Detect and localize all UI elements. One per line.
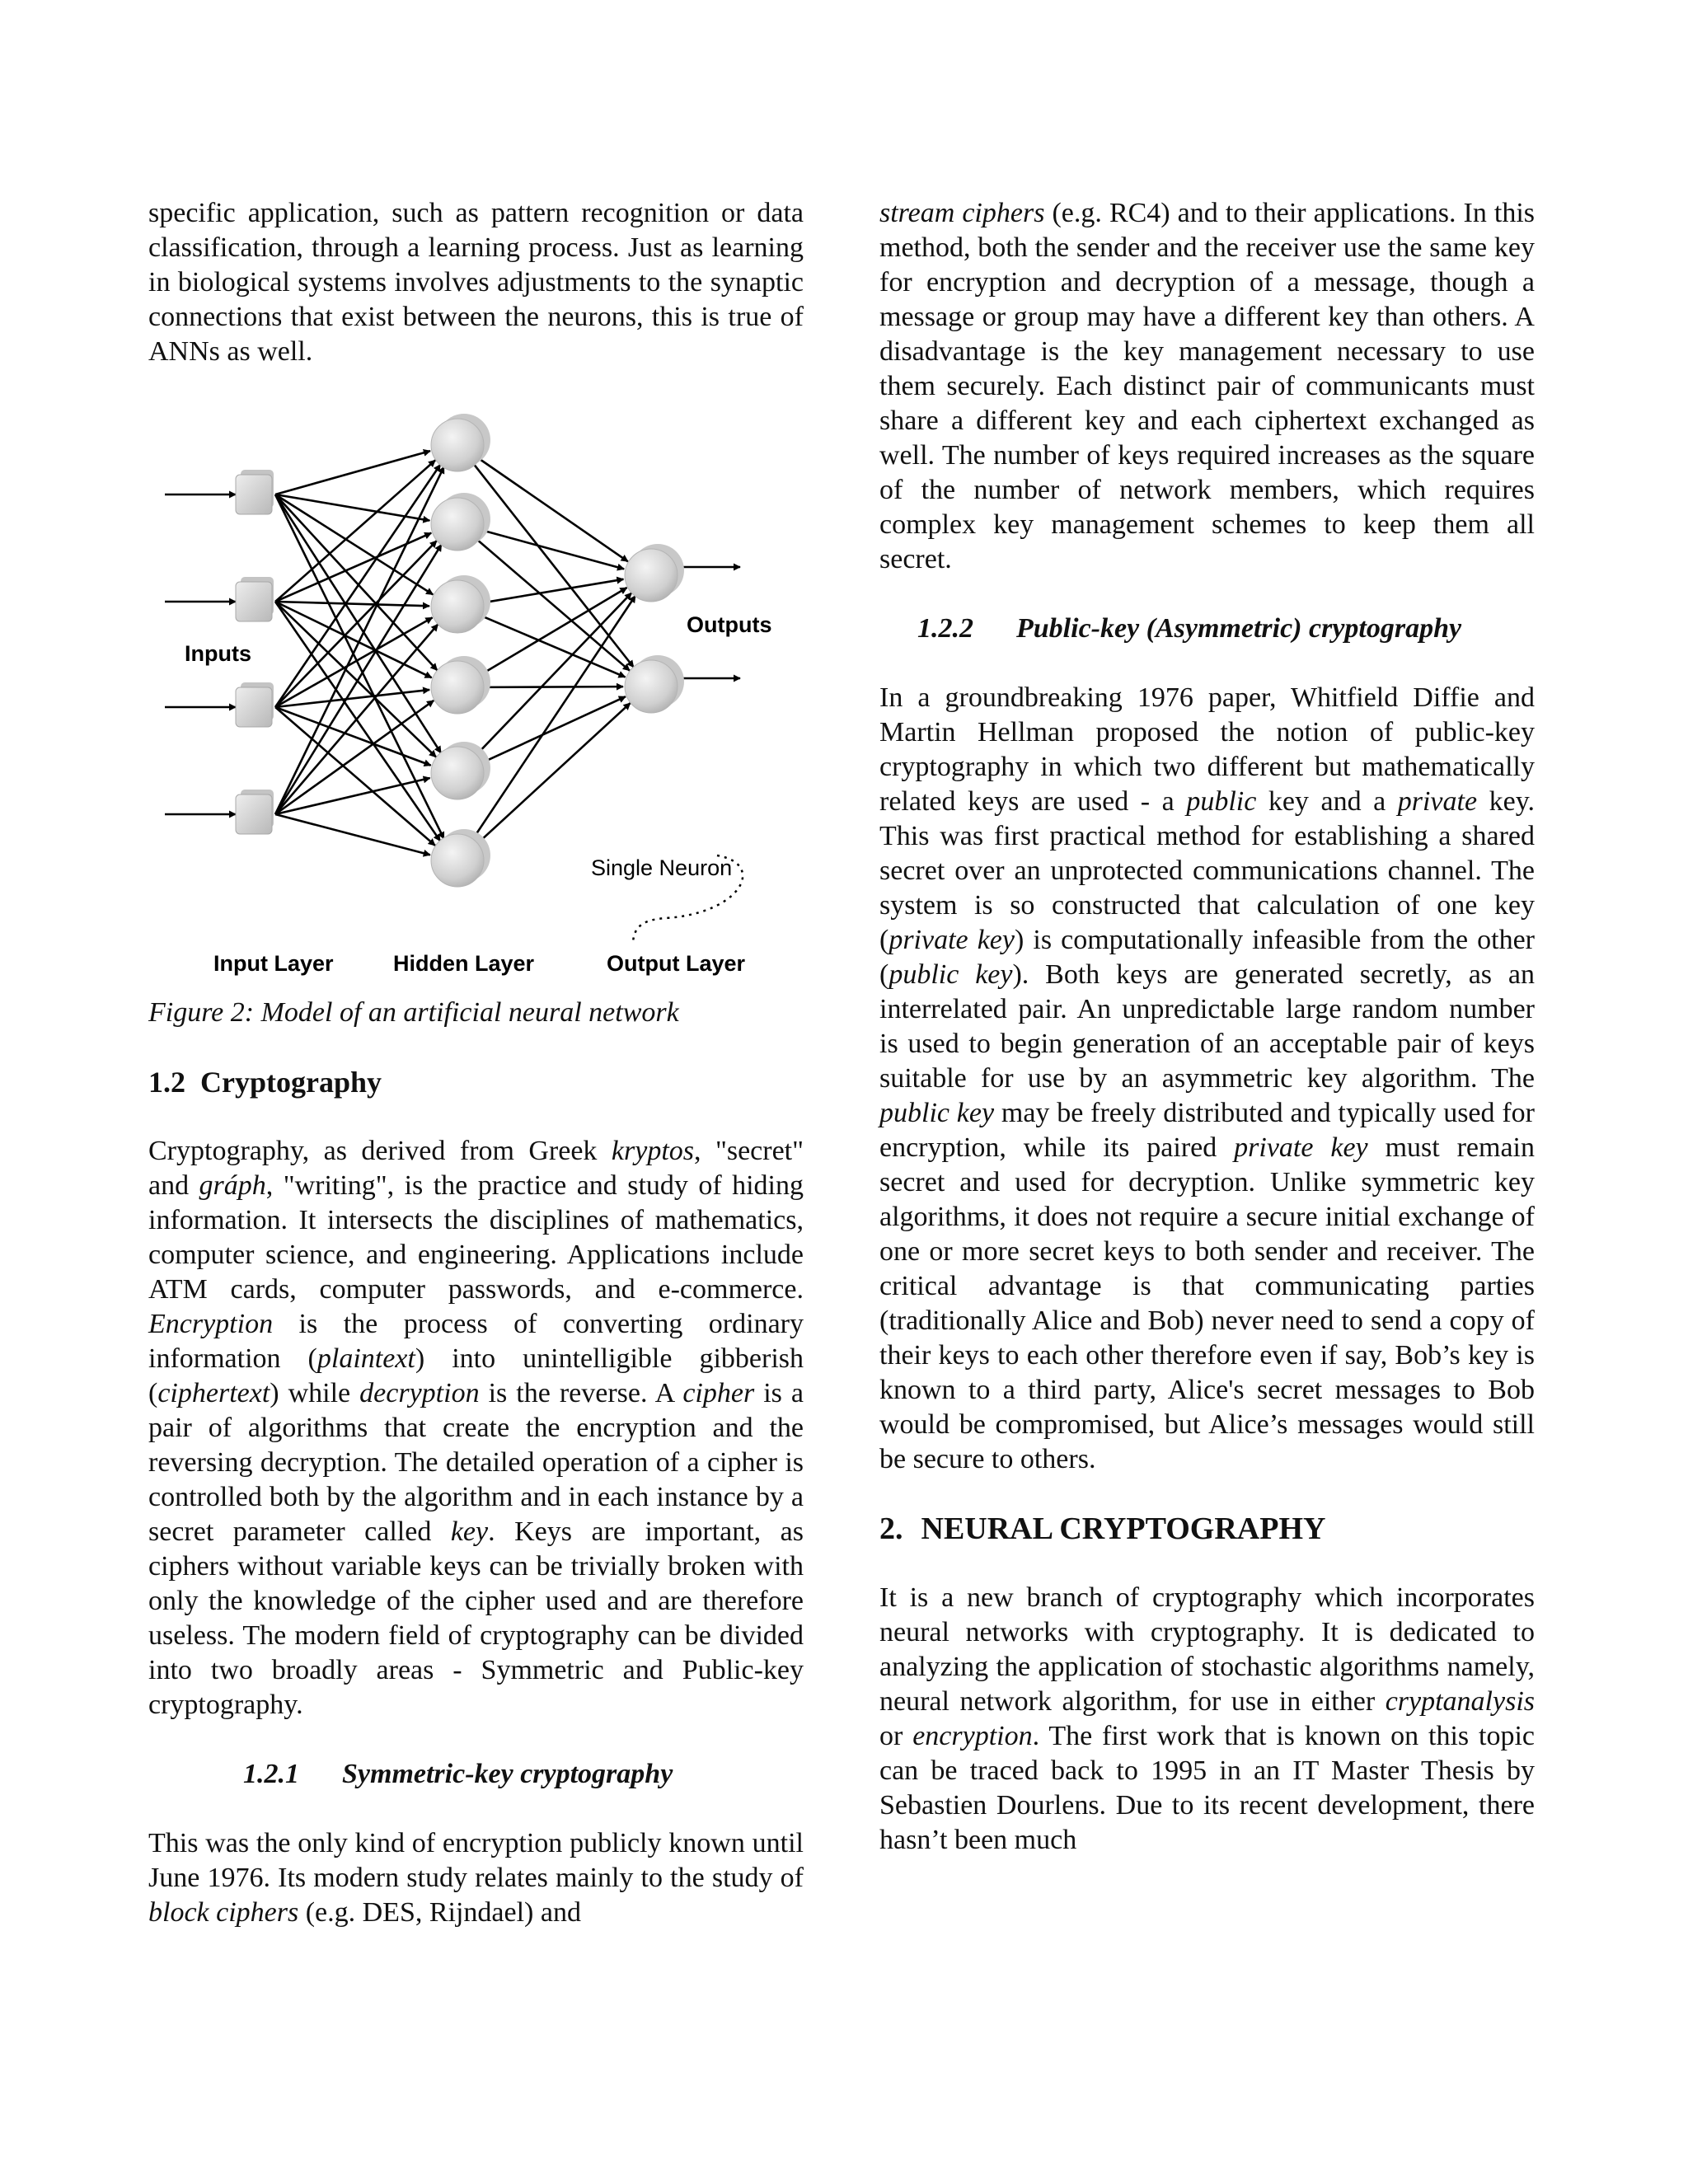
neuron-node (431, 493, 490, 551)
text-run-italic: key (450, 1516, 489, 1547)
input-node (236, 470, 274, 514)
input-node (236, 682, 274, 727)
input-node (236, 577, 274, 621)
inputs-label: Inputs (185, 641, 251, 666)
connection-arrow (481, 616, 626, 677)
paragraph-stream-ciphers (879, 196, 1535, 577)
text-run-italic: stream ciphers (879, 198, 1045, 228)
neuron-node (431, 656, 490, 714)
section-number: 1.2 (148, 1066, 185, 1099)
text-run-italic: block ciphers (148, 1897, 299, 1928)
connection-arrow (275, 625, 438, 814)
connection-arrow (275, 494, 444, 839)
single-neuron-label: Single Neuron (591, 855, 733, 880)
outputs-label: Outputs (687, 612, 772, 637)
text-run: must remain secret and used for decryption. Unlike symmetric key algorithms, it does not require a secure initial exchange of one or more secret keys to both sender and receiver. The critical advantage is that communicating parties (traditionally Alice and Bob) never need to send a copy of their keys to each other therefore even if say, Bob’s key is known to a third party, Alice's secret messages to Bob would be compromised, but Alice’s messages would still be secure to others. (879, 1132, 1535, 1474)
figure-neural-network (148, 402, 804, 996)
text-run-italic: cryptanalysis (1385, 1686, 1535, 1717)
section-number: 1.2.2 (917, 613, 973, 644)
text-run-italic: public key (879, 1098, 995, 1128)
connection-arrow (476, 703, 630, 845)
figure-caption: Figure 2: Model of an artificial neural network (148, 997, 679, 1028)
section-heading-1-2 (148, 1065, 804, 1099)
text-run-italic: public (1186, 786, 1257, 817)
input-layer-label: Input Layer (213, 951, 334, 976)
connection-arrow (275, 494, 429, 521)
text-run: is the process of converting ordinary information ( (148, 1309, 804, 1374)
text-run-italic: kryptos (611, 1136, 694, 1166)
text-run-italic: decryption (359, 1378, 480, 1408)
section-number: 1.2.1 (243, 1759, 299, 1789)
connection-arrow (275, 451, 430, 494)
paragraph-ann-intro: specific application, such as pattern recognition or data classification, through a learning process. Just as learning in biological systems involves adjustments to the synaptic connections that exist between the neurons, this is true of ANNs as well. (148, 198, 804, 367)
text-run: ) while (270, 1378, 360, 1408)
connection-arrow (478, 458, 628, 562)
hidden-layer-label: Hidden Layer (393, 951, 535, 976)
output-layer-label: Output Layer (607, 951, 746, 976)
connection-arrow (476, 539, 630, 671)
text-run-italic: gráph (199, 1170, 266, 1201)
connection-arrow (480, 696, 626, 763)
connection-arrow (275, 617, 433, 707)
input-node (236, 790, 274, 834)
section-heading-1-2-2 (879, 612, 1535, 646)
paragraph-cryptography (148, 1134, 804, 1722)
connection-arrow (475, 593, 631, 757)
text-run: , "writing", is the practice and study of hiding information. It intersects the disciplines of mathematics, computer science, and engineering. Applications include ATM cards, computer passwords, and e-commerce. (148, 1170, 804, 1305)
text-run: key. This was first practical method for establishing a shared secret over an unprotected communications channel. The system is so constructed that calculation of one key ( (879, 786, 1535, 955)
paragraph-public-key (879, 681, 1535, 1477)
section-title: Symmetric-key cryptography (342, 1759, 673, 1789)
right-column (879, 196, 1535, 1858)
text-run: ) into unintelligible gibberish ( (148, 1343, 804, 1408)
text-run-italic: private key (1234, 1132, 1368, 1163)
text-run: may be freely distributed and typically used for encryption, while its paired (879, 1098, 1535, 1163)
section-number: 2. (879, 1511, 903, 1546)
neuron-nodes (236, 414, 684, 887)
text-run: is the reverse. A (479, 1378, 683, 1408)
text-run-italic: Encryption (148, 1309, 274, 1339)
text-run: is a pair of algorithms that create the encryption and the reversing decryption. The detailed operation of a cipher is controlled both by the algorithm and in each instance by a secret parameter called (148, 1378, 804, 1547)
text-run: , "secret" and (148, 1136, 804, 1201)
section-heading-1-2-1 (148, 1757, 804, 1792)
text-run: key and a (1256, 786, 1398, 817)
text-run-italic: plaintext (316, 1343, 415, 1374)
text-run: (e.g. RC4) and to their applications. In this method, both the sender and the receiver use the same key for encryption and decryption of a message, though a message or group may have a different key than others. A disadvantage is the key management necessary to use them securely. Each distinct pair of communicants must share a different key and each ciphertext exchanged as well. The number of keys required increases as the square of the number of network members, which requires complex key management schemes to keep them all secret. (879, 198, 1535, 574)
paragraph-symmetric (148, 1826, 804, 1930)
text-run: It is a new branch of cryptography which incorporates neural networks with cryptography. It is dedicated to analyzing the application of stochastic algorithms namely, neural network algorithm, for use in either (879, 1582, 1535, 1717)
text-run-italic: public key (889, 959, 1013, 990)
text-run-italic: private key (889, 925, 1015, 955)
text-run: ). Both keys are generated secretly, as an interrelated pair. An unpredictable large random number is used to begin generation of an acceptable pair of keys suitable for use by an asymmetric key algorithm. The (879, 959, 1535, 1094)
neuron-node (431, 414, 490, 471)
text-run: Cryptography, as derived from Greek (148, 1136, 612, 1166)
paragraph-neural-cryptography (879, 1581, 1535, 1858)
text-run: In a groundbreaking 1976 paper, Whitfield Diffie and Martin Hellman proposed the notion of public-key cryptography in which two different but mathematically related keys are used - a (879, 682, 1535, 817)
connection-arrow (275, 466, 444, 814)
text-run-italic: encryption (912, 1721, 1033, 1751)
text-run: ) is computationally infeasible from the other ( (879, 925, 1536, 990)
neuron-node (431, 829, 490, 887)
text-run-italic: ciphertext (157, 1378, 270, 1408)
text-run: This was the only kind of encryption publicly known until June 1976. Its modern study relates mainly to the study of (148, 1828, 804, 1893)
neural-network-diagram (148, 402, 804, 996)
connection-arrow (275, 602, 440, 841)
section-title: NEURAL CRYPTOGRAPHY (921, 1511, 1326, 1546)
text-run: (e.g. DES, Rijndael) and (298, 1897, 581, 1928)
text-run-italic: cipher (682, 1378, 755, 1408)
text-run: . The first work that is known on this topic can be traced back to 1995 in an IT Master Thesis by Sebastien Dourlens. Due to its recent development, there hasn’t been much (879, 1721, 1535, 1855)
connection-arrow (275, 778, 430, 814)
text-run: or (879, 1721, 913, 1751)
connection-arrow (482, 579, 624, 603)
section-title: Public-key (Asymmetric) cryptography (1016, 613, 1462, 644)
neuron-node (431, 575, 490, 633)
section-heading-2 (879, 1511, 1535, 1546)
section-title: Cryptography (200, 1066, 382, 1099)
text-run: . Keys are important, as ciphers without variable keys can be trivially broken with only the knowledge of the cipher used and are therefore useless. The modern field of cryptography can be divided into two broadly areas - Symmetric and Public-key cryptography. (148, 1516, 804, 1720)
text-run-italic: private (1397, 786, 1478, 817)
left-column (148, 196, 804, 1930)
neuron-node (625, 544, 684, 602)
neuron-node (625, 655, 684, 713)
